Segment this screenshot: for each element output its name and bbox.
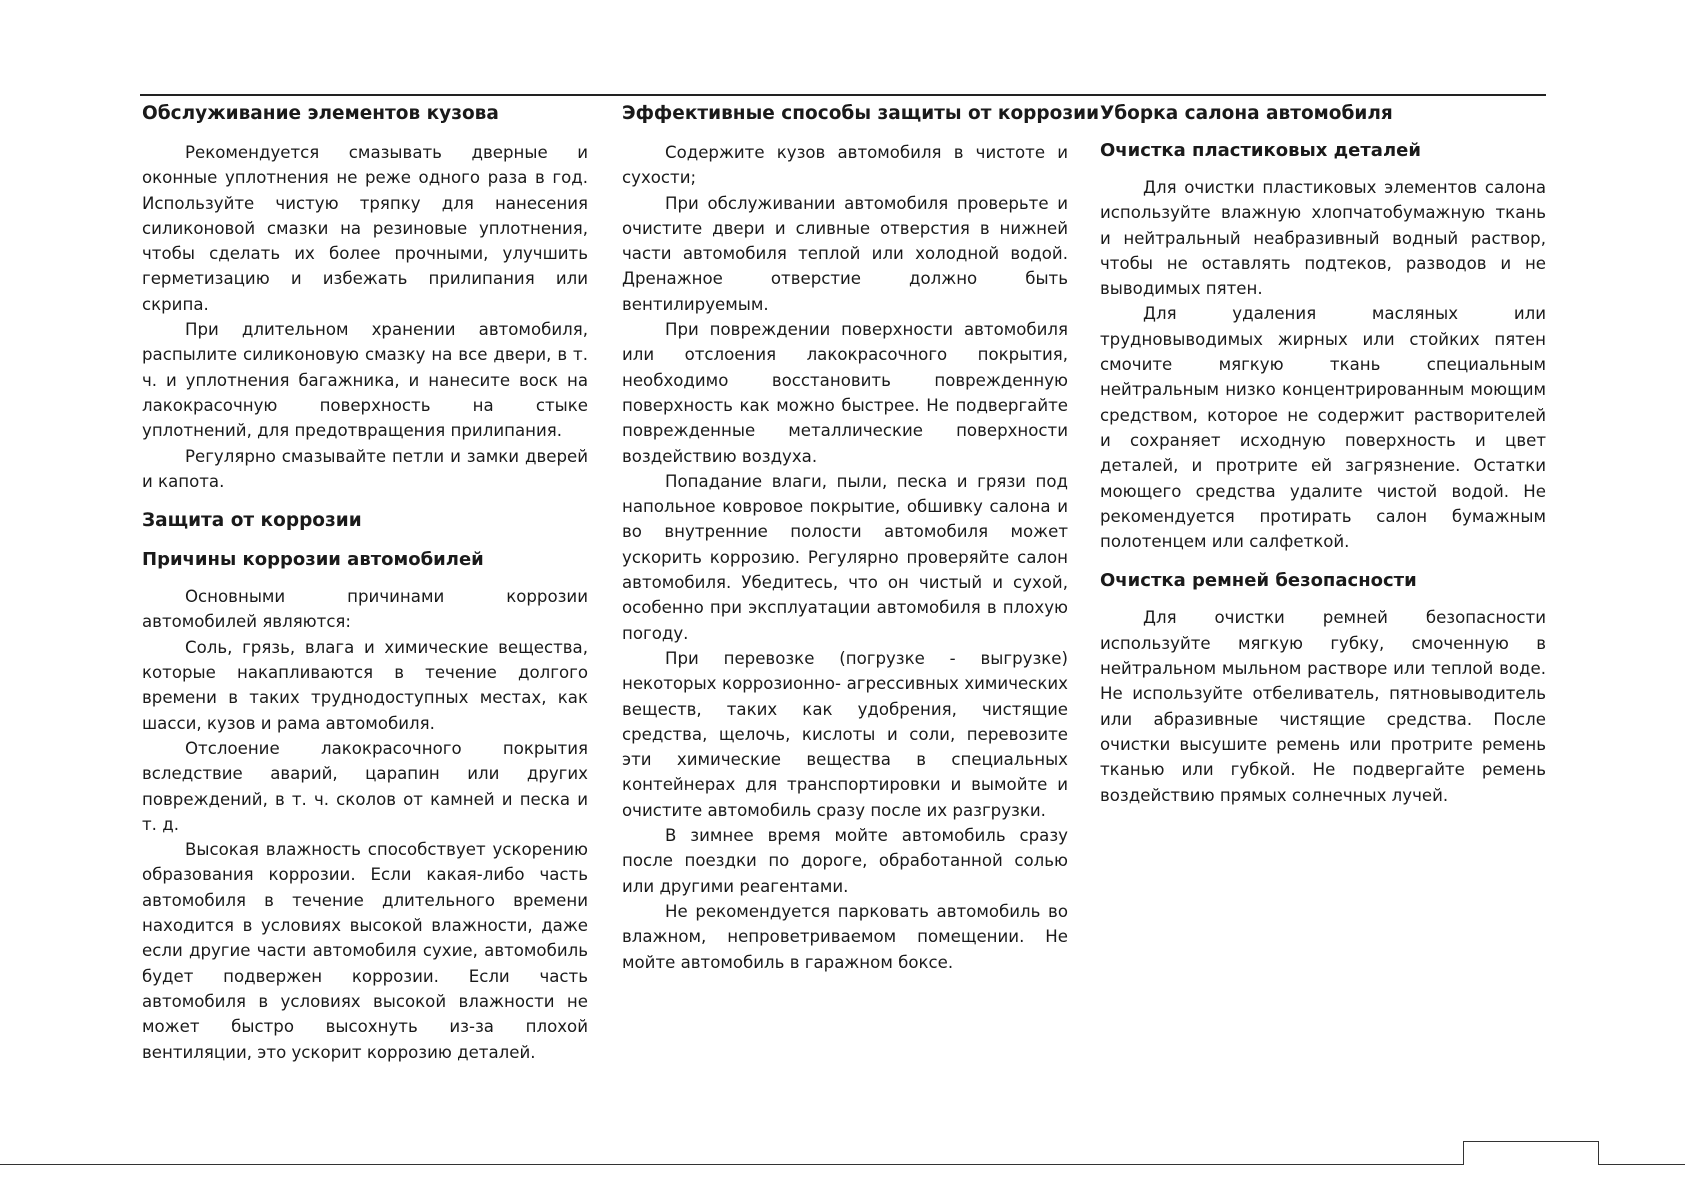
paragraph: Не рекомендуется парковать автомобиль во влажном, непроветриваемом помещении. Не мойте автомобиль в гаражном боксе. xyxy=(622,901,1068,972)
seat-belts-text xyxy=(1100,605,1546,807)
plastic-parts-text xyxy=(1100,175,1546,554)
paragraph: При повреждении поверхности автомобиля или отслоения лакокрасочного покрытия, необходимо восстановить поврежденную поверхность как можно быстрее. Не подвергайте поврежденные металлические поверхности воздействию воздуха. xyxy=(622,320,1068,466)
paragraph: Высокая влажность способствует ускорению образования коррозии. Если какая-либо часть автомобиля в течение длительного времени находится в условиях высокой влажности, даже если другие части автомобиля сухие, автомобиль будет подвержен коррозии. Если часть автомобиля в условиях высокой влажности не может быстро высохнуть из-за плохой вентиляции, это ускорит коррозию деталей. xyxy=(142,840,588,1062)
paragraph: При обслуживании автомобиля проверьте и очистите двери и сливные отверстия в нижней части автомобиля теплой или холодной водой. Дренажное отверстие должно быть вентилируемым. xyxy=(622,193,1068,314)
paragraph: Отслоение лакокрасочного покрытия вследствие аварий, царапин или других повреждений, в т. ч. сколов от камней и песка и т. д. xyxy=(142,738,588,834)
section-title-interior-cleaning: Уборка салона автомобиля xyxy=(1100,103,1393,124)
corrosion-methods-text xyxy=(622,140,1068,975)
column-interior-cleaning xyxy=(1100,100,1546,808)
paragraph: В зимнее время мойте автомобиль сразу после поездки по дороге, обработанной солью или другими реагентами. xyxy=(622,826,1068,896)
paragraph: При перевозке (погрузке - выгрузке) некоторых коррозионно- агрессивных химических веществ, таких как удобрения, чистящие средства, щелочь, кислоты и соли, перевозите эти химические вещества в специальных контейнерах для транспортировки и вымойте и очистите автомобиль сразу после их разгрузки. xyxy=(622,648,1068,820)
subsection-title-plastic-parts: Очистка пластиковых деталей xyxy=(1100,140,1421,161)
paragraph: Соль, грязь, влага и химические вещества, которые накапливаются в течение долгого времени в таких труднодоступных местах, как шасси, кузов и рама автомобиля. xyxy=(142,637,588,733)
subsection-title-seat-belts: Очистка ремней безопасности xyxy=(1100,570,1417,592)
section-title-corrosion-methods: Эффективные способы защиты от коррозии xyxy=(622,103,1100,124)
section-title-body-maintenance: Обслуживание элементов кузова xyxy=(142,103,499,124)
paragraph: Для очистки пластиковых элементов салона используйте влажную хлопчатобумажную ткань и нейтральный неабразивный водный раствор, чтобы не оставлять подтеков, разводов и не выводимых пятен. xyxy=(1100,178,1546,299)
page-number-tab xyxy=(1463,1141,1599,1165)
column-body-maintenance xyxy=(142,100,588,1065)
top-rule xyxy=(140,94,1546,96)
subsection-title-corrosion-causes: Причины коррозии автомобилей xyxy=(142,549,484,571)
corrosion-causes-text xyxy=(142,584,588,1065)
column-corrosion-methods xyxy=(622,100,1100,975)
paragraph: Попадание влаги, пыли, песка и грязи под напольное ковровое покрытие, обшивку салона и во внутренние полости автомобиля может ускорить коррозию. Регулярно проверяйте салон автомобиля. Убедитесь, что он чистый и сухой, особенно при эксплуатации автомобиля в плохую погоду. xyxy=(622,471,1068,643)
paragraph: Содержите кузов автомобиля в чистоте и сухости; xyxy=(622,143,1068,188)
paragraph: Регулярно смазывайте петли и замки дверей и капота. xyxy=(142,446,588,491)
bottom-rule xyxy=(0,1164,1464,1165)
paragraph: При длительном хранении автомобиля, распылите силиконовую смазку на все двери, в т. ч. и уплотнения багажника, и нанесите воск на лакокрасочную поверхность на стыке уплотнений, для предотвращения прилипания. xyxy=(142,320,588,441)
bottom-rule-right xyxy=(1598,1164,1685,1165)
paragraph: Для удаления масляных или трудновыводимых жирных или стойких пятен смочите мягкую ткань специальным нейтральным низко концентрированным моющим средством, которое не содержит растворителей и сохраняет исходную поверхность и цвет деталей, и протрите ей загрязнение. Остатки моющего средства удалите чистой водой. Не рекомендуется протирать салон бумажным полотенцем или салфеткой. xyxy=(1100,304,1546,552)
paragraph: Основными причинами коррозии автомобилей являются: xyxy=(142,587,588,632)
paragraph: Для очистки ремней безопасности используйте мягкую губку, смоченную в нейтральном мыльном растворе или теплой воде. Не используйте отбеливатель, пятновыводитель или абразивные чистящие средства. После очистки высушите ремень или протрите ремень тканью или губкой. Не подвергайте ремень воздействию прямых солнечных лучей. xyxy=(1100,608,1546,805)
paragraph: Рекомендуется смазывать дверные и оконные уплотнения не реже одного раза в год. Используйте чистую тряпку для нанесения силиконовой смазки на резиновые уплотнения, чтобы сделать их более прочными, улучшить герметизацию и избежать прилипания или скрипа. xyxy=(142,143,588,314)
section-title-corrosion-protection: Защита от коррозии xyxy=(142,510,362,532)
body-maintenance-text xyxy=(142,140,588,494)
